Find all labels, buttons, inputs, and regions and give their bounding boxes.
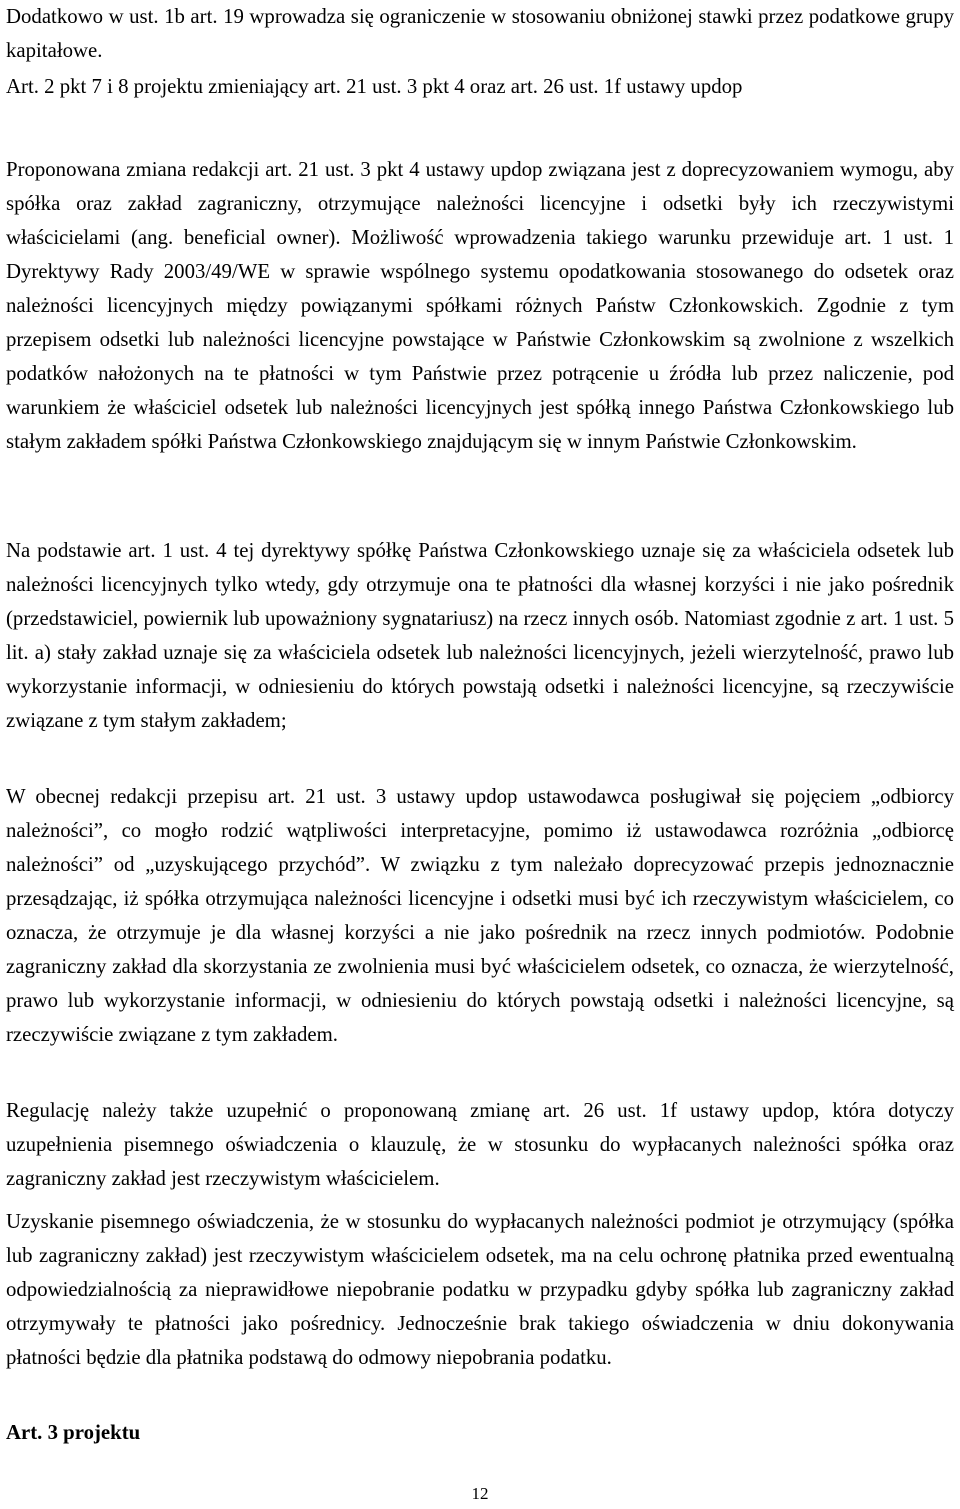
paragraph-written-statement: Uzyskanie pisemnego oświadczenia, że w stosunku do wypłacanych należności podmiot je otrzymujący (spółka lub zagraniczny zakład) jest rzeczywistym właścicielem odsetek, ma na celu ochronę płatnika przed ewentualną odpowiedzialnością za nieprawidłowe niepobranie podatku w przypadku gdyby spółka lub zagraniczny zakład otrzymywały te płatności jako pośrednicy. Jednocześnie brak takiego oświadczenia w dniu dokonywania płatności będzie dla płatnika podstawą do odmowy niepobrania podatku. (6, 1210, 954, 1369)
paragraph-beneficial-owner: Proponowana zmiana redakcji art. 21 ust. 3 pkt 4 ustawy updop związana jest z doprecyzowaniem wymogu, aby spółka oraz zakład zagraniczny, otrzymujące należności licencyjne i odsetki były ich rzeczywistymi właścicielami (ang. beneficial owner). Możliwość wprowadzenia takiego warunku przewiduje art. 1 ust. 1 Dyrektywy Rady 2003/49/WE w sprawie wspólnego systemu opodatkowania stosowanego do odsetek oraz należności licencyjnych między powiązanymi spółkami różnych Państw Członkowskich. Zgodnie z tym przepisem odsetki lub należności licencyjne powstające w Państwie Członkowskim są zwolnione z wszelkich podatków nałożonych na te płatności w tym Państwie przez potrącenie u źródła lub przez naliczenie, pod warunkiem że właściciel odsetek lub należności licencyjnych jest spółką innego Państwa Członkowskiego lub stałym zakładem spółki Państwa Członkowskiego znajdującym się w innym Państwie Członkowskim. (6, 158, 954, 453)
section-heading-art-2: Art. 2 pkt 7 i 8 projektu zmieniający art. 21 ust. 3 pkt 4 oraz art. 26 ust. 1f ustawy updop (6, 75, 743, 98)
paragraph-art-26-change: Regulację należy także uzupełnić o proponowaną zmianę art. 26 ust. 1f ustawy updop, która dotyczy uzupełnienia pisemnego oświadczenia o klauzulę, że w stosunku do wypłacanych należności spółka oraz zagraniczny zakład jest rzeczywistym właścicielem. (6, 1099, 954, 1190)
page-number: 12 (471, 1484, 489, 1503)
section-heading-art-3: Art. 3 projektu (6, 1421, 141, 1444)
paragraph-directive-art-1: Na podstawie art. 1 ust. 4 tej dyrektywy spółkę Państwa Członkowskiego uznaje się za właściciela odsetek lub należności licencyjnych tylko wtedy, gdy otrzymuje ona te płatności dla własnej korzyści i nie jako pośrednik (przedstawiciel, powiernik lub upoważniony sygnatariusz) na rzecz innych osób. Natomiast zgodnie z art. 1 ust. 5 lit. a) stały zakład uznaje się za właściciela odsetek lub należności licencyjnych, jeżeli wierzytelność, prawo lub wykorzystanie informacji, w odniesieniu do których powstają odsetki i należności licencyjne, są rzeczywiście związane z tym stałym zakładem; (6, 539, 954, 732)
paragraph-current-wording: W obecnej redakcji przepisu art. 21 ust. 3 ustawy updop ustawodawca posługiwał się pojęciem „odbiorcy należności”, co mogło rodzić wątpliwości interpretacyjne, pomimo iż ustawodawca rozróżnia „odbiorcę należności” od „uzyskującego przychód”. W związku z tym należało doprecyzować przepis jednoznacznie przesądzając, iż spółka otrzymująca należności licencyjne i odsetki musi być ich rzeczywistym właścicielem, co oznacza, że otrzymuje je dla własnej korzyści a nie jako pośrednik na rzecz innych podmiotów. Podobnie zagraniczny zakład dla skorzystania ze zwolnienia musi być właścicielem odsetek, co oznacza, że wierzytelność, prawo lub wykorzystanie informacji, w odniesieniu do których powstają odsetki i należności licencyjne, są rzeczywiście związane z tym zakładem. (6, 785, 954, 1046)
paragraph-group-limit: Dodatkowo w ust. 1b art. 19 wprowadza się ograniczenie w stosowaniu obniżonej stawki przez podatkowe grupy kapitałowe. (6, 5, 954, 62)
